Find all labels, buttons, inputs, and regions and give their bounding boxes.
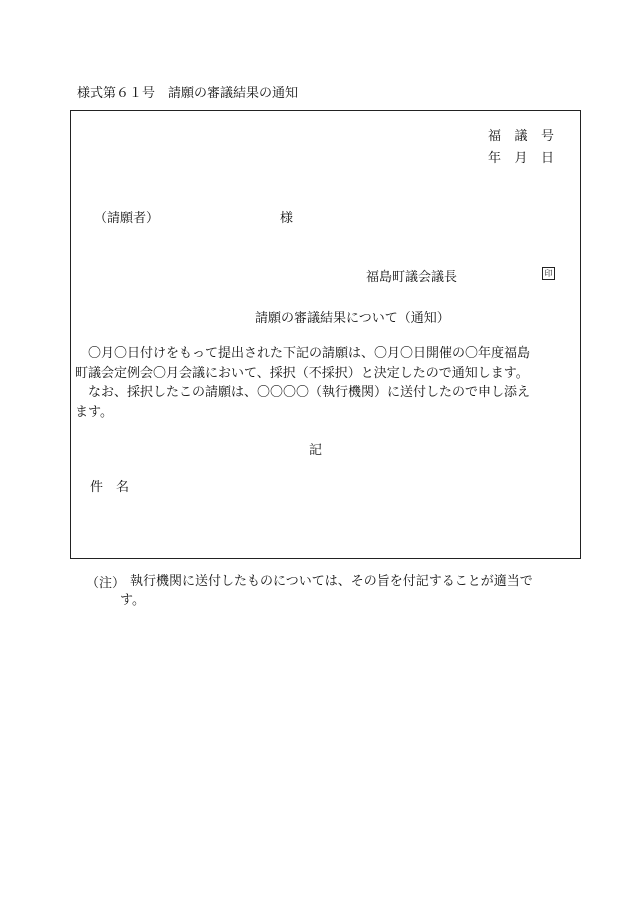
addressee-honorific: 様 (280, 211, 294, 226)
sender-name: 福島町議会議長 (366, 270, 458, 285)
date-part: 年 (488, 151, 502, 166)
date-part: 日 (540, 151, 554, 166)
document-number (488, 125, 554, 144)
document-number-part: 福 (488, 129, 502, 144)
note-text (120, 572, 560, 610)
form-title: 様式第６１号 請願の審議結果の通知 (77, 86, 299, 101)
note-line: す。 (120, 593, 145, 608)
date-part: 月 (514, 151, 528, 166)
notice-body (75, 344, 560, 422)
document-date (488, 147, 554, 166)
body-line: なお、採択したこの請願は、〇〇〇〇（執行機関）に送付したので申し添え (75, 385, 531, 400)
body-line: ます。 (75, 404, 113, 420)
ki-heading: 記 (309, 443, 323, 458)
note-line: 執行機関に送付したものについては、その旨を付記することが適当で (130, 574, 533, 589)
document-number-part: 号 (540, 129, 554, 144)
notice-subject: 請願の審議結果について（通知） (255, 311, 450, 326)
seal-mark: 印 (542, 267, 555, 280)
notice-frame (70, 110, 581, 559)
addressee-label: （請願者） (94, 211, 160, 226)
body-line: 〇月〇日付けをもって提出された下記の請願は、〇月〇日開催の〇年度福島 (75, 346, 531, 361)
item-name-label: 件名 (90, 480, 143, 495)
document-number-part: 議 (514, 129, 528, 144)
body-line: 町議会定例会〇月会議において、採択（不採択）と決定したので通知します。 (75, 365, 529, 381)
note-label: （注） (86, 576, 126, 591)
